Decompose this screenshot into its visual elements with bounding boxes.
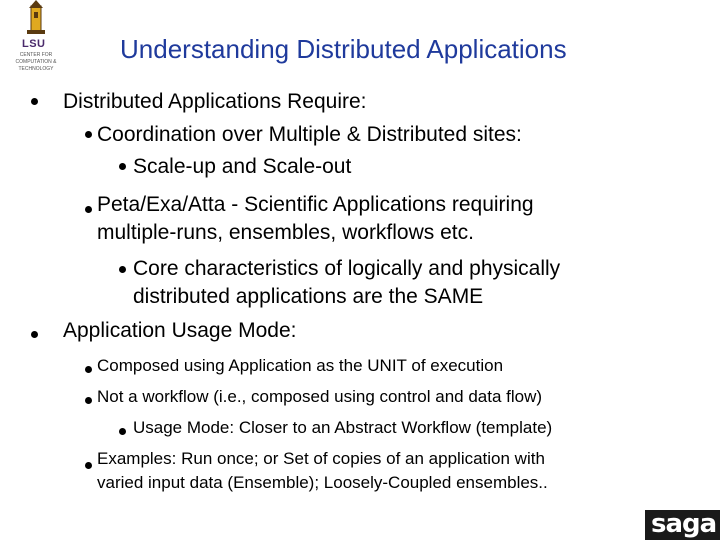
- bullet-dot: [85, 366, 92, 373]
- logo-text: LSU: [22, 38, 46, 50]
- bullet-text-cont: varied input data (Ensemble); Loosely-Coupled ensembles..: [97, 473, 548, 492]
- lsu-logo: [0, 0, 72, 80]
- bullet-dot: [119, 266, 126, 273]
- bullet-text: Examples: Run once; or Set of copies of an application with: [97, 449, 545, 468]
- saga-logo: [645, 510, 720, 540]
- tower-icon: [0, 0, 72, 40]
- bullet-text: Usage Mode: Closer to an Abstract Workflow (template): [133, 418, 553, 437]
- logo-subtitle: CENTER FOR COMPUTATION & TECHNOLOGY: [15, 52, 57, 72]
- bullet-text: Peta/Exa/Atta - Scientific Applications requiring: [97, 193, 534, 216]
- slide-title: Understanding Distributed Applications: [120, 34, 567, 64]
- bullet-text-cont: distributed applications are the SAME: [133, 285, 484, 308]
- bullet-text: Composed using Application as the UNIT of execution: [97, 356, 504, 375]
- bullet-dot: [119, 163, 126, 170]
- bullet-text-cont: multiple-runs, ensembles, workflows etc.: [97, 221, 474, 244]
- bullet-text: Not a workflow (i.e., composed using control and data flow): [97, 387, 543, 406]
- bullet-text: Scale-up and Scale-out: [133, 155, 352, 178]
- bullet-dot: [85, 206, 92, 213]
- bullet-dot: [85, 397, 92, 404]
- bullet-text: Coordination over Multiple & Distributed sites:: [97, 123, 522, 146]
- bullet-dot: [31, 331, 38, 338]
- bullet-text: Core characteristics of logically and physically: [133, 257, 561, 280]
- bullet-dot: [85, 131, 92, 138]
- bullet-text: Distributed Applications Require:: [63, 90, 367, 113]
- saga-logo-text: saga: [651, 509, 717, 539]
- bullet-dot: [31, 98, 38, 105]
- bullet-text: Application Usage Mode:: [63, 319, 297, 342]
- bullet-dot: [119, 428, 126, 435]
- bullet-dot: [85, 462, 92, 469]
